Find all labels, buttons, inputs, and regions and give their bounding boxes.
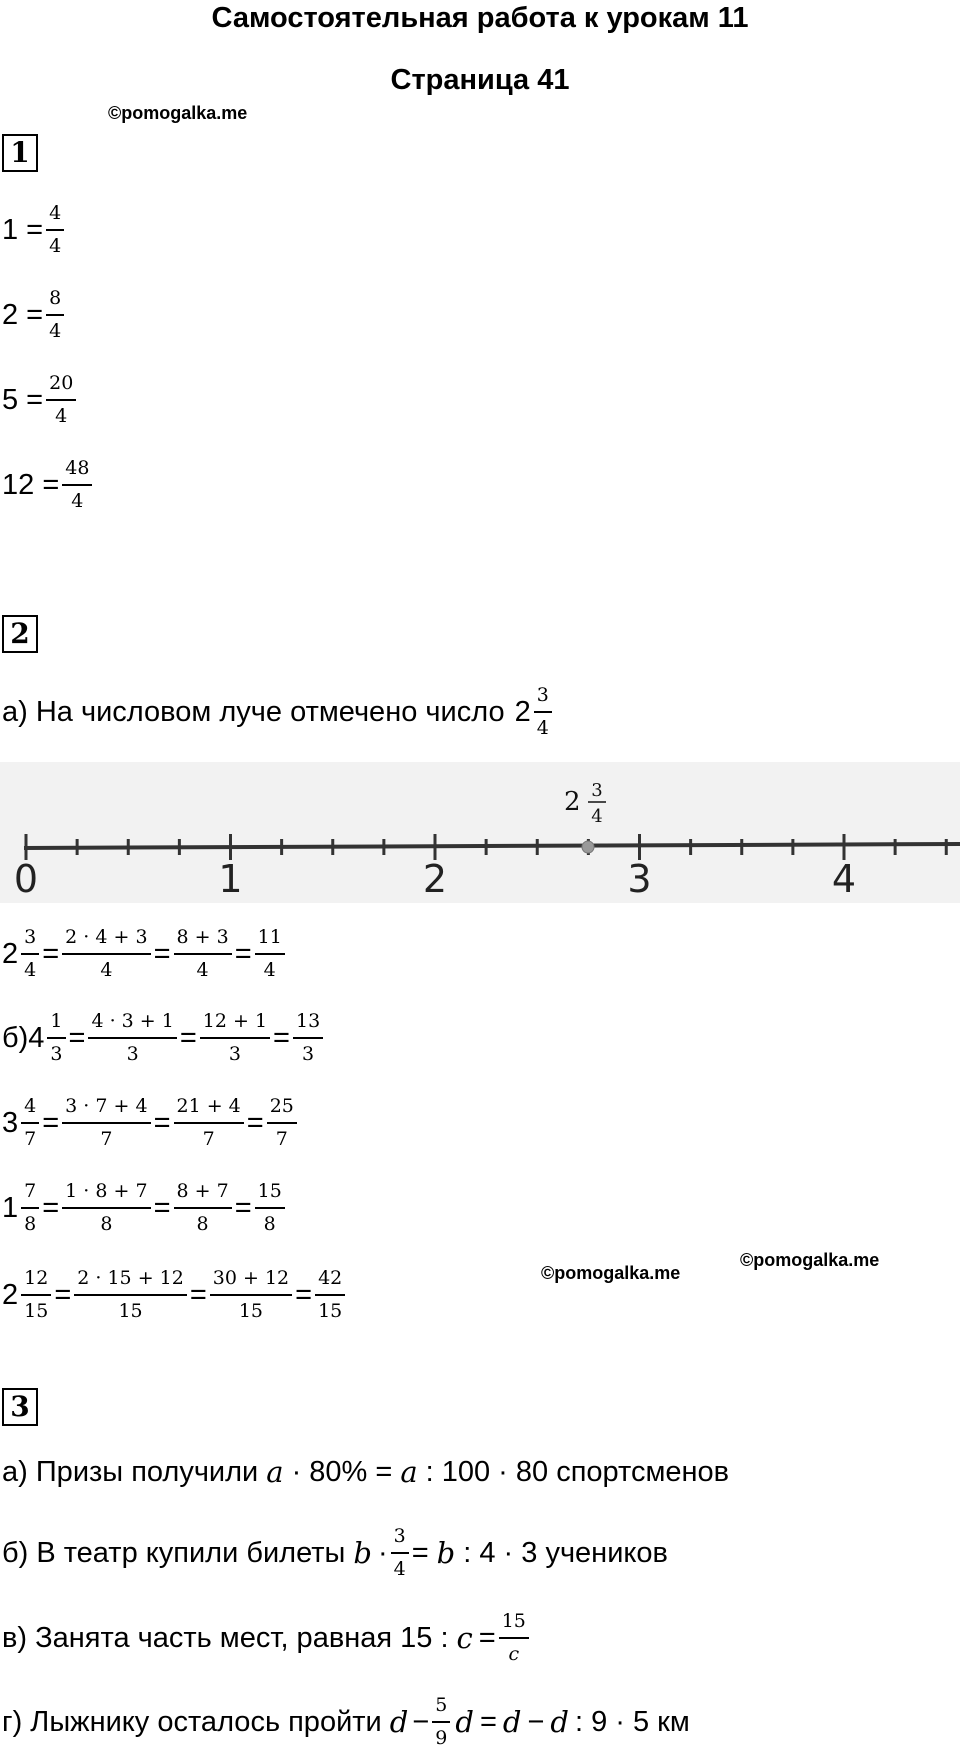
fraction: $\frac{3}{4}$ (534, 686, 552, 738)
task3-a: а) Призы получили a · 80% = a : 100 · 80 спортсменов (2, 1455, 730, 1489)
task-number-3: 3 (2, 1388, 38, 1426)
task2-row: 2 $\frac{3}{4}$ = $\frac{2 \cdot 4 + 3}{4}$ = $\frac{8 + 3}{4}$ = $\frac{11}{4}$ (2, 924, 288, 984)
lhs: 2 = (2, 298, 44, 331)
tick-label: 4 (831, 857, 857, 901)
tick-label: 1 (218, 857, 243, 901)
tick-label: 2 (422, 857, 448, 901)
fraction: $\frac{48}{4}$ (62, 459, 92, 511)
task1-row (2, 370, 79, 430)
task1-row (2, 285, 67, 345)
task2-a-text: а) На числовом луче отмечено число 2 $\frac{3}{4}$ (2, 682, 555, 742)
task3-c: в) Занята часть мест, равная 15 : c = $\frac{15}{c}$ (2, 1608, 532, 1668)
watermark: ©pomogalka.me (541, 1263, 681, 1283)
lhs: 5 = (2, 383, 44, 416)
fraction: $\frac{8}{4}$ (46, 289, 64, 341)
page-number: Страница 41 (390, 64, 570, 96)
watermark: ©pomogalka.me (740, 1250, 880, 1270)
task-number-1: 1 (2, 134, 38, 172)
tick-label: 0 (13, 857, 39, 901)
number-line (0, 762, 960, 903)
task2-row: 3 $\frac{4}{7}$ = $\frac{3 \cdot 7 + 4}{7}$ = $\frac{21 + 4}{7}$ = $\frac{25}{7}$ (2, 1093, 300, 1153)
task2-row: 1 $\frac{7}{8}$ = $\frac{1 \cdot 8 + 7}{8}$ = $\frac{8 + 7}{8}$ = $\frac{15}{8}$ (2, 1178, 288, 1238)
lhs: 12 = (2, 468, 60, 501)
lhs: 1 = (2, 213, 44, 246)
svg-text:4: 4 (591, 806, 603, 827)
fraction: $\frac{20}{4}$ (46, 374, 76, 426)
task1-row (2, 455, 95, 515)
task2-row: 2 $\frac{12}{15}$ = $\frac{2 \cdot 15 + 12}{15}$ = $\frac{30 + 12}{15}$ = $\frac{42}{15}$ (2, 1265, 348, 1325)
point-label (564, 780, 606, 827)
ray-line (24, 844, 960, 848)
watermark: ©pomogalka.me (108, 103, 248, 123)
tick-label: 3 (627, 857, 652, 901)
task2-row: б) 4 $\frac{1}{3}$ = $\frac{4 \cdot 3 + 1}{3}$ = $\frac{12 + 1}{3}$ = $\frac{13}{3}$ (2, 1008, 326, 1068)
task3-b: б) В театр купили билеты b · $\frac{3}{4}$ = b : 4 · 3 учеников (2, 1525, 668, 1580)
task3-d: г) Лыжнику осталось пройти d − $\frac{5}{9}$ d = d − d : 9 · 5 км (2, 1694, 690, 1749)
marked-point (582, 841, 594, 853)
task-number-2: 2 (2, 615, 38, 653)
page-title: Самостоятельная работа к урокам 11 (211, 2, 749, 34)
svg-text:3: 3 (591, 780, 603, 801)
svg-text:2: 2 (564, 787, 581, 817)
fraction: $\frac{4}{4}$ (46, 204, 64, 256)
task1-row (2, 200, 67, 260)
